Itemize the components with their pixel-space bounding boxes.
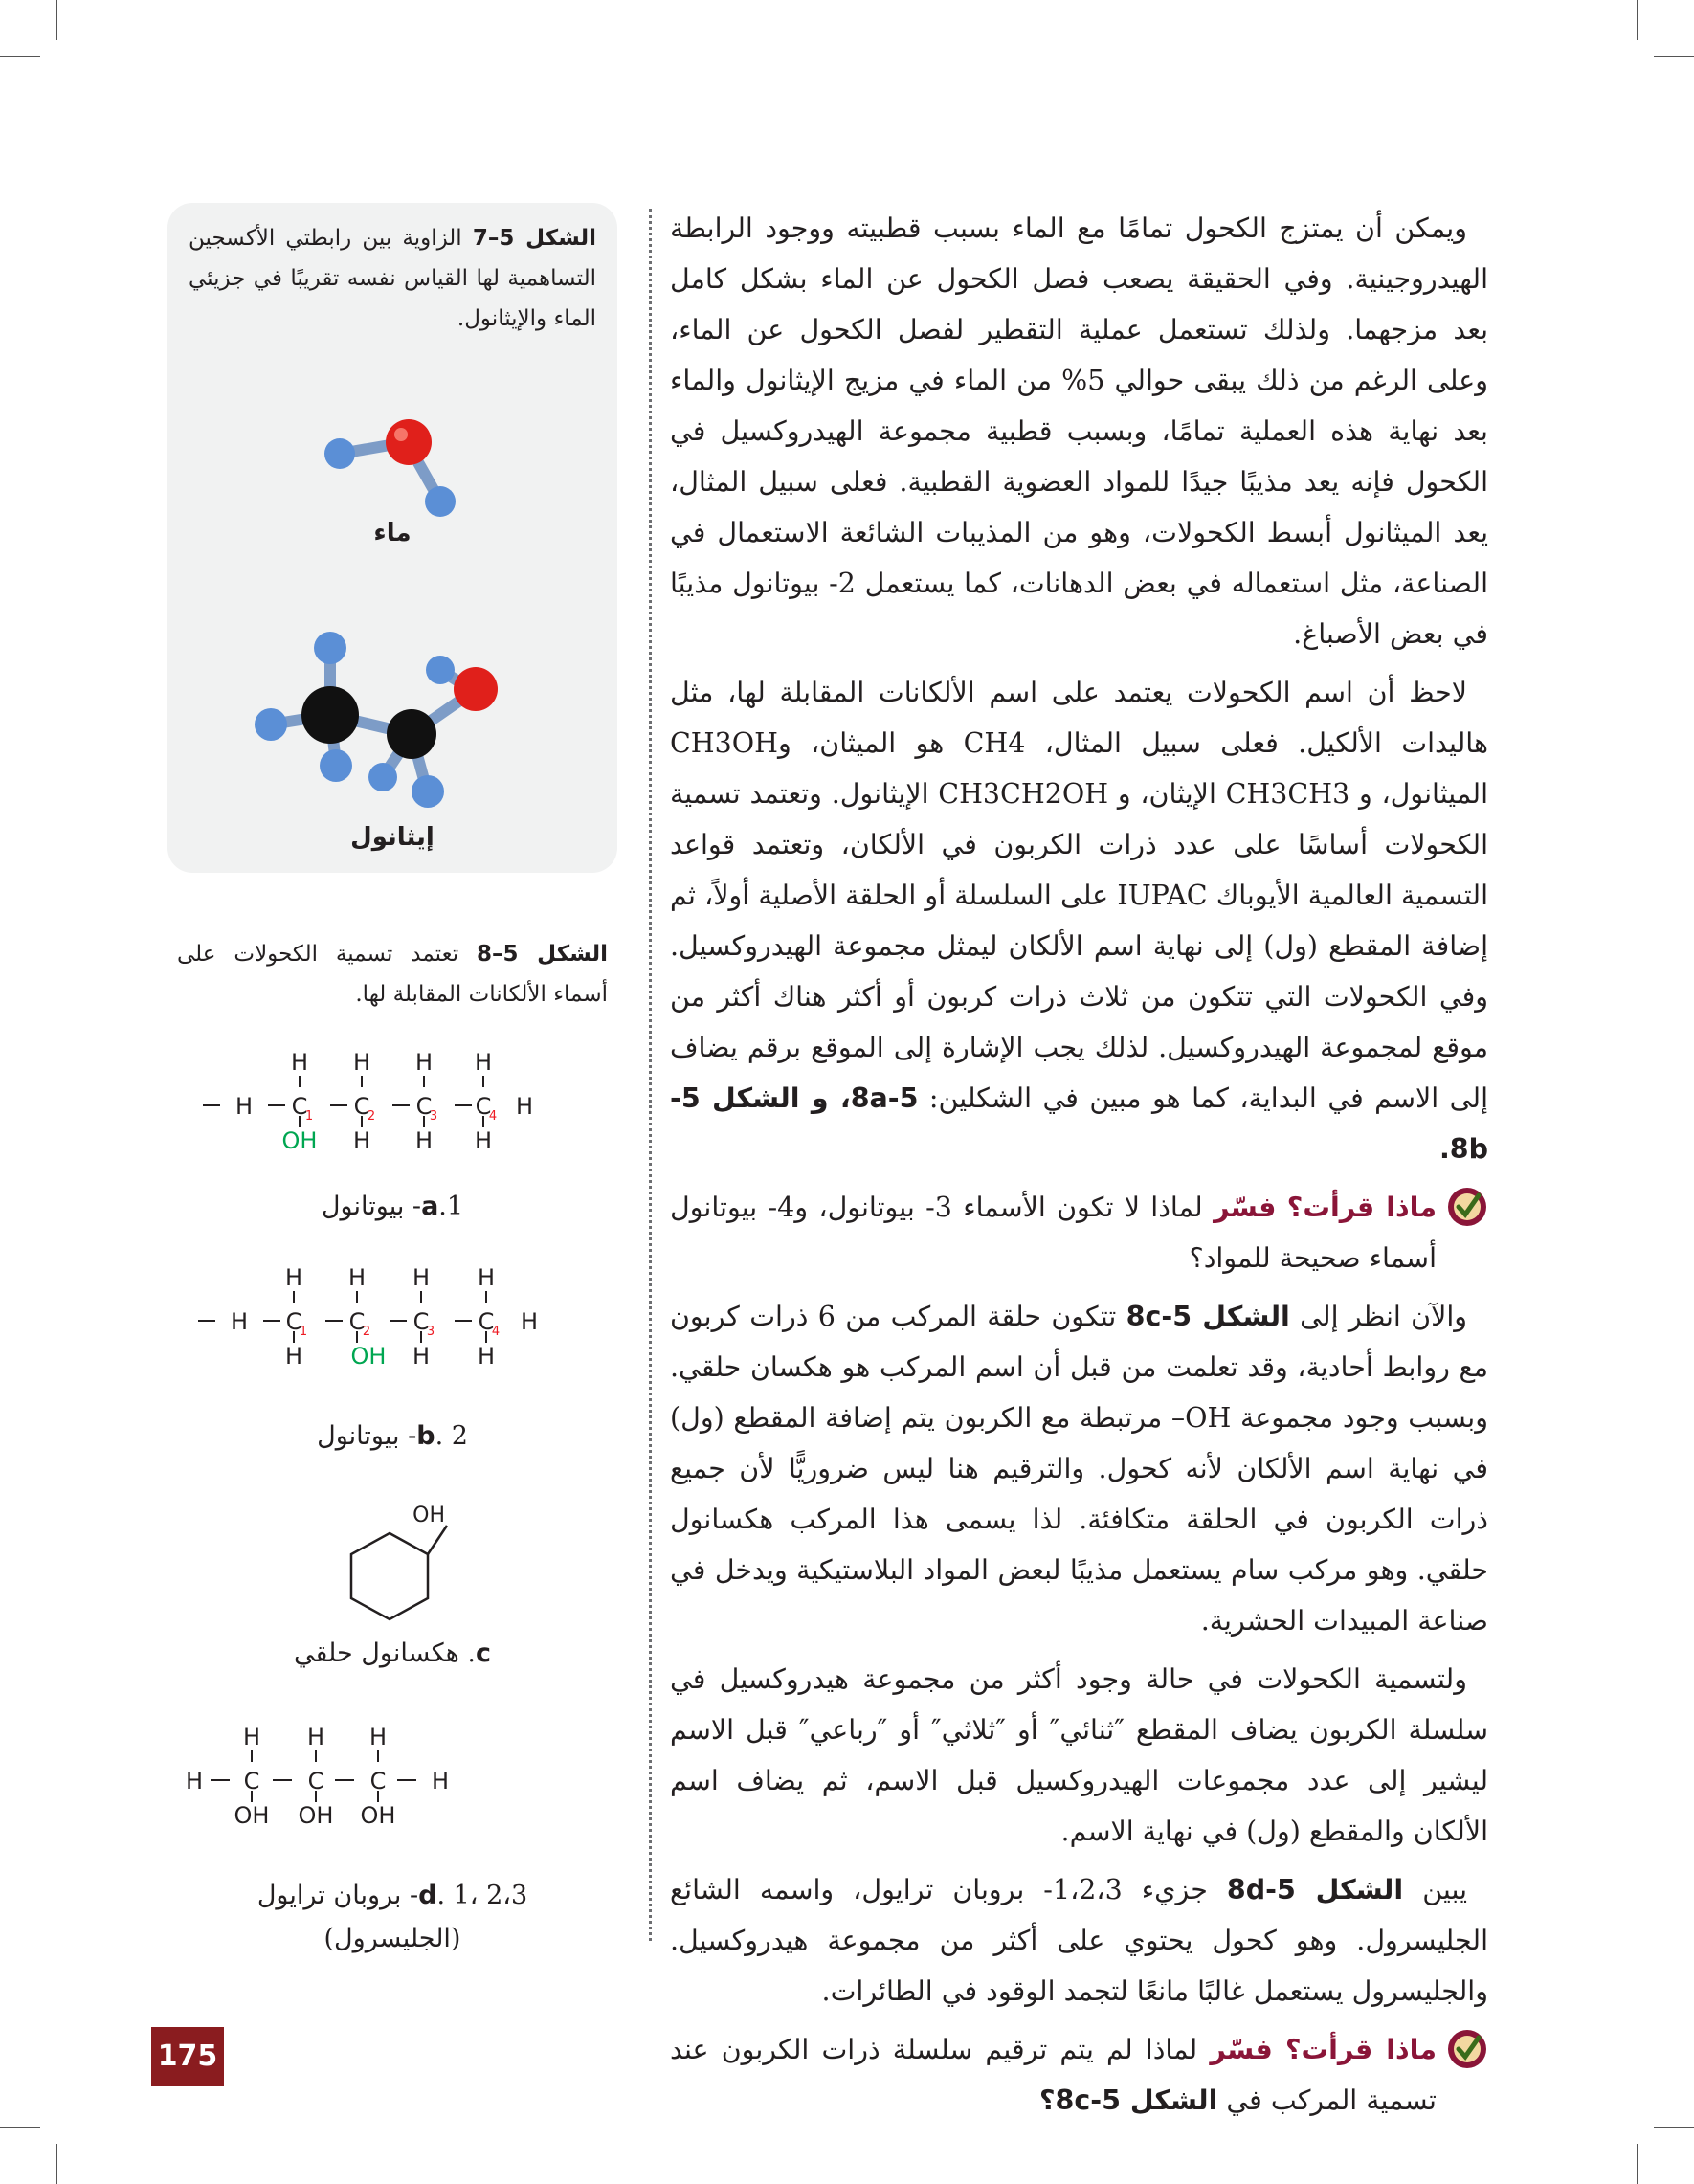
reading-check-question: لماذا لا تكون الأسماء 3- بيوتانول، و4- بيوتانول أسماء صحيحة للمواد؟ [670, 1192, 1437, 1274]
atom-h: H [474, 1053, 493, 1076]
panel-letter: b [416, 1421, 435, 1451]
figure-caption [167, 919, 617, 1014]
crop-mark [1654, 56, 1694, 57]
atom-c: C [369, 1768, 387, 1794]
panel-letter: d [418, 1881, 437, 1910]
hydroxyl-group: OH [281, 1127, 318, 1154]
atom-h: H [414, 1127, 434, 1154]
figure-8c-label [167, 1638, 617, 1668]
crop-mark [56, 0, 57, 40]
paragraph-text: تتكون حلقة المركب من 6 ذرات كربون مع روابط أحادية، وقد تعلمت من قبل أن اسم المركب هو هكسان حلقي. وبسبب وجود مجموعة OH– مرتبطة مع الكربون يتم إضافة المقطع (ول) في نهاية اسم الألكان لأنه كحول. والترقيم هنا ليس ضروريًّا لأن جميع ذرات الكربون في الحلقة متكافئة. لذا يسمى هذا المركب هكسانول حلقي. وهو مركب سام يستعمل مذيبًا لبعض المواد البلاستيكية ويدخل في صناعة المبيدات الحشرية. [670, 1301, 1488, 1637]
compound-name: .1- بيوتانول [321, 1192, 464, 1221]
svg-text:4: 4 [491, 1325, 501, 1339]
crop-mark [1654, 2127, 1694, 2128]
atom-h: H [477, 1268, 496, 1291]
atom-h: H [368, 1727, 388, 1750]
paragraph [670, 1291, 1488, 1646]
paragraph: ولتسمية الكحولات في حالة وجود أكثر من مجموعة هيدروكسيل في سلسلة الكربون يضاف المقطع ″ثنائي″ أو ″ثلاثي″ أو ″رباعي″ قبل الاسم ليشير إلى عدد مجموعات الهيدروكسيل قبل الاسم، ثم يضاف اسم الألكان والمقطع (ول) في نهاية الاسم. [670, 1663, 1488, 1847]
atom-h: H [352, 1127, 371, 1154]
figure-8a-label [167, 1192, 617, 1221]
hydroxyl-group: OH [360, 1802, 396, 1829]
caption-text: تعتمد تسمية الكحولات على أسماء الألكانات المقابلة لها. [177, 942, 608, 1007]
panel-letter: a [421, 1192, 439, 1221]
compound-name: . هكسانول حلقي [293, 1638, 477, 1668]
figure-reference: الشكل 5-8d [1226, 1874, 1404, 1905]
atom-h: H [347, 1268, 367, 1291]
atom-c: C [415, 1093, 433, 1120]
atom-c: C [285, 1308, 302, 1335]
reading-check-label: ماذا قرأت؟ [1286, 1192, 1438, 1223]
paragraph-text: لاحظ أن اسم الكحولات يعتمد على اسم الألكانات المقابلة لها، مثل هاليدات الألكيل. فعلى سبيل المثال، CH4 هو الميثان، وCH3OH الميثانول، و CH3CH3 الإيثان، و CH3CH2OH الإيثانول. وتعتمد تسمية الكحولات أساسًا على عدد ذرات الكربون في الألكان، وتعتمد قواعد التسمية العالمية الأيوباك IUPAC على السلسلة أو الحلقة الأصلية أولاً، ثم إضافة المقطع (ول) إلى نهاية اسم الألكان ليمثل مجموعة الهيدروكسيل. وفي الكحولات التي تتكون من ثلاث ذرات كربون أو أكثر هناك أكثر من موقع لمجموعة الهيدروكسيل. لذلك يجب الإشارة إلى الموقع برقم يضاف إلى الاسم في البداية، كما هو مبين في الشكلين: [670, 677, 1488, 1114]
figure-8 [167, 919, 617, 1953]
svg-text:1: 1 [304, 1109, 314, 1124]
structure-1-butanol [167, 1053, 617, 1196]
structure-cyclohexanol [167, 1504, 617, 1629]
compound-name: . 1، 2،3- بروبان ترايول [256, 1881, 528, 1910]
atom-h: H [412, 1343, 431, 1370]
figure-caption [167, 203, 617, 339]
hydroxyl-group: OH [298, 1802, 334, 1829]
water-label: ماء [373, 519, 412, 547]
compound-name: . 2- بيوتانول [317, 1421, 468, 1451]
svg-text:4: 4 [488, 1109, 498, 1124]
ethanol-label: إيثانول [350, 823, 435, 852]
main-text-column [670, 203, 1488, 2133]
checkmark-icon [1446, 2028, 1488, 2070]
atom-h: H [520, 1308, 539, 1335]
figure-7-card [167, 203, 617, 873]
atom-h: H [230, 1308, 249, 1335]
reading-check [670, 2024, 1488, 2126]
atom-h: H [234, 1093, 254, 1120]
page-number: 175 [151, 2027, 224, 2086]
paragraph-text: جزيء 1،2،3- بروبان ترايول، واسمه الشائع الجليسرول. وهو كحول يحتوي على أكثر من مجموعة هيدروكسيل. والجليسرول يستعمل غالبًا مانعًا لتجمد الوقود في الطائرات. [670, 1874, 1488, 2007]
atom-c: C [243, 1768, 260, 1794]
checkmark-icon [1446, 1186, 1488, 1228]
crop-mark [0, 56, 40, 57]
figure-reference: 5-8a، و الشكل 5-8b. [670, 1082, 1488, 1165]
atom-c: C [348, 1308, 366, 1335]
svg-text:3: 3 [426, 1325, 435, 1339]
figure-8b-label [167, 1421, 617, 1451]
atom-c: C [475, 1093, 492, 1120]
atom-h: H [306, 1727, 325, 1750]
atom-c: C [412, 1308, 430, 1335]
hydroxyl-group: OH [234, 1802, 270, 1829]
atom-h: H [185, 1768, 204, 1794]
atom-h: H [414, 1053, 434, 1076]
svg-text:2: 2 [362, 1325, 371, 1339]
atom-h: H [290, 1053, 309, 1076]
water-molecule-image [167, 394, 617, 538]
reading-check-label: ماذا قرأت؟ [1284, 2034, 1438, 2065]
paragraph [670, 667, 1488, 1174]
reading-check [670, 1182, 1488, 1283]
atom-h: H [242, 1727, 261, 1750]
figure-8d-common-name: (الجليسرول) [323, 1924, 461, 1953]
figure-reference: الشكل 5-8c؟ [1038, 2084, 1218, 2116]
crop-mark [1637, 0, 1638, 40]
reading-check-command: فسّر [1210, 2034, 1273, 2065]
svg-text:1: 1 [299, 1325, 308, 1339]
crop-mark [0, 2127, 40, 2128]
hydroxyl-group: OH [350, 1343, 387, 1370]
atom-h: H [352, 1053, 371, 1076]
reading-check-question: لماذا لم يتم ترقيم سلسلة ذرات الكربون عند تسمية المركب في [670, 2034, 1437, 2116]
paragraph-text: والآن انظر إلى [1300, 1301, 1468, 1332]
panel-letter: c [476, 1638, 492, 1668]
figure-8d-label [167, 1881, 617, 1910]
atom-h: H [284, 1343, 303, 1370]
atom-c: C [478, 1308, 495, 1335]
column-divider [649, 209, 652, 1941]
structure-2-butanol [167, 1268, 617, 1412]
atom-h: H [284, 1268, 303, 1291]
crop-mark [56, 2144, 57, 2184]
atom-h: H [412, 1268, 431, 1291]
figure-reference: الشكل 5-8c [1126, 1301, 1290, 1332]
svg-text:2: 2 [367, 1109, 376, 1124]
atom-c: C [307, 1768, 324, 1794]
atom-h: H [515, 1093, 534, 1120]
paragraph: ويمكن أن يمتزج الكحول تمامًا مع الماء بسبب قطبيته ووجود الرابطة الهيدروجينية. وفي الحقيقة يصعب فصل الكحول عن الماء بشكل كامل بعد مزجهما. ولذلك تستعمل عملية التقطير لفصل الكحول عن الماء، وعلى الرغم من ذلك يبقى حوالي 5% من الماء في مزيج الإيثانول والماء بعد نهاية هذه العملية تمامًا، وبسبب قطبية مجموعة الهيدروكسيل في الكحول فإنه يعد مذيبًا جيدًا للمواد العضوية القطبية. فعلى سبيل المثال، يعد الميثانول أبسط الكحولات، وهو من المذيبات الشائعة الاستعمال في الصناعة، مثل استعماله في بعض الدهانات، كما يستعمل 2- بيوتانول مذيبًا في بعض الأصباغ. [670, 212, 1488, 650]
structure-glycerol [167, 1727, 617, 1871]
atom-c: C [353, 1093, 370, 1120]
atom-c: C [291, 1093, 308, 1120]
hydroxyl-group: OH [412, 1504, 445, 1527]
reading-check-command: فسّر [1214, 1192, 1277, 1223]
figure-title: الشكل 5–7 [472, 226, 596, 251]
crop-mark [1637, 2144, 1638, 2184]
reading-check-text [670, 2024, 1437, 2126]
atom-h: H [477, 1343, 496, 1370]
paragraph-text: يبين [1422, 1874, 1468, 1905]
paragraph [670, 1864, 1488, 2017]
caption-text: الزاوية بين رابطتي الأكسجين التساهمية لها القياس نفسه تقريبًا في جزيئي الماء والإيثانول. [189, 226, 596, 331]
ethanol-molecule-image [167, 624, 617, 825]
atom-h: H [474, 1127, 493, 1154]
svg-text:3: 3 [429, 1109, 438, 1124]
figure-title: الشكل 5–8 [477, 942, 608, 967]
reading-check-text [670, 1182, 1437, 1283]
atom-h: H [431, 1768, 450, 1794]
